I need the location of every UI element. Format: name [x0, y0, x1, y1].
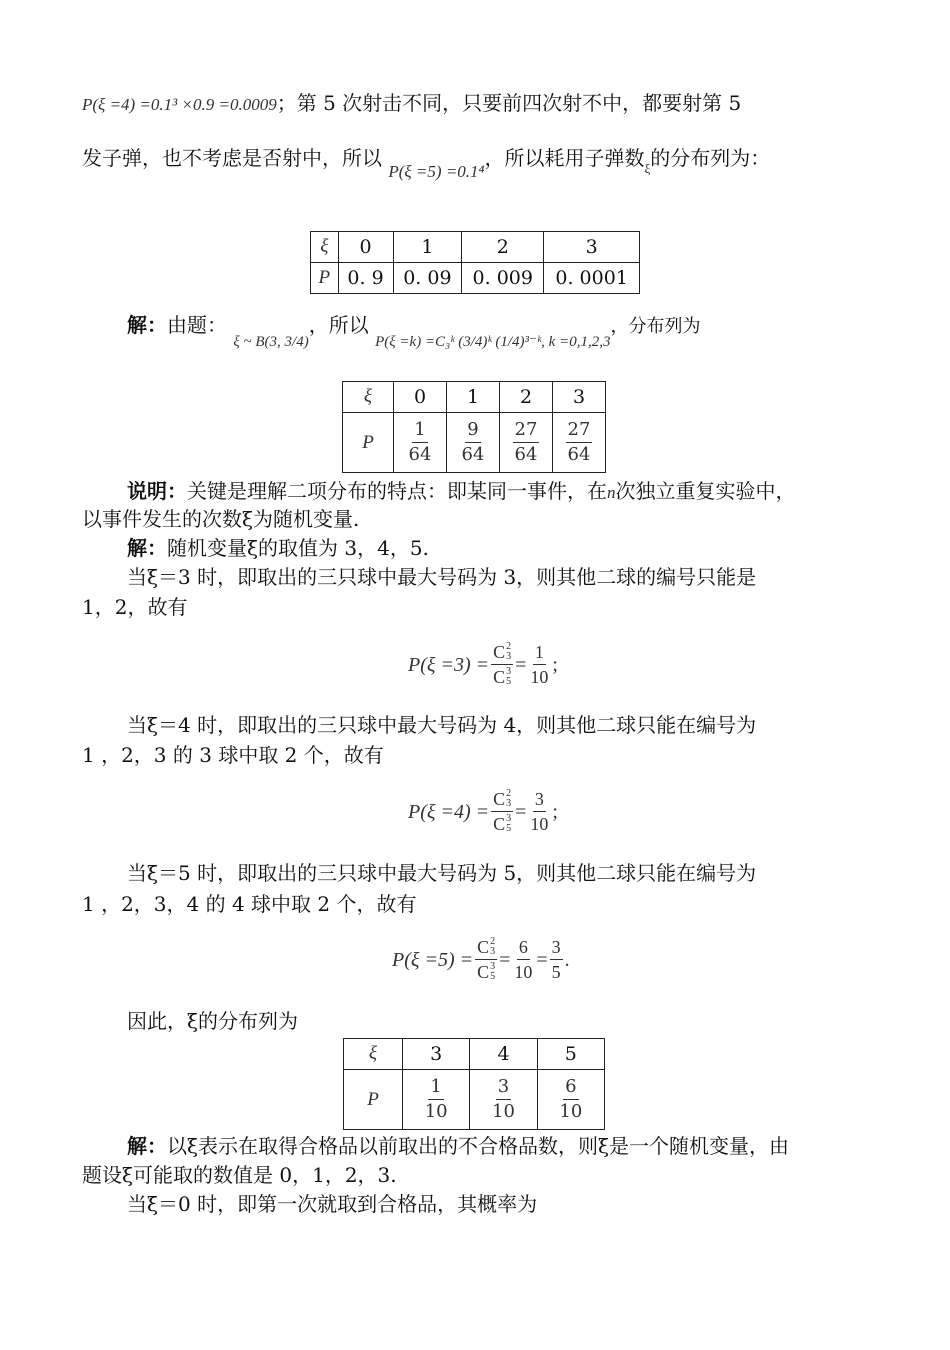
c-symbol: C: [493, 667, 506, 687]
numerator: 1: [533, 640, 546, 665]
numerator: 3: [550, 935, 563, 960]
table-cell: ξ: [344, 1039, 403, 1070]
superscript: 2: [490, 936, 496, 947]
numerator: [475, 935, 497, 960]
numerator: 1: [412, 418, 427, 443]
fraction: [460, 418, 487, 467]
denominator: 64: [408, 444, 432, 465]
text-segment: ，分布列为: [610, 316, 701, 337]
table-cell: [537, 1070, 604, 1130]
table-cell: P: [343, 413, 394, 473]
table-cell: 1: [447, 382, 500, 413]
fraction: [550, 935, 563, 984]
table-cell: 5: [537, 1039, 604, 1070]
text-segment: 关键是理解二项分布的特点：即某同一事件，在: [187, 479, 607, 503]
table-cell: 3: [403, 1039, 470, 1070]
denominator: 64: [461, 444, 485, 465]
fraction: [528, 787, 550, 836]
denominator: [475, 960, 497, 984]
case-3-line-2: 1，2，故有: [82, 595, 188, 619]
fraction: [423, 1075, 450, 1124]
denominator: 64: [514, 444, 538, 465]
note-label: 说明：: [127, 479, 187, 503]
equals: =: [536, 948, 548, 971]
case-5-line-1: 当ξ＝5 时，即取出的三只球中最大号码为 5，则其他二球只能在编号为: [127, 861, 757, 885]
math-p-xi-5: P(ξ =5) =0.1⁴: [388, 162, 485, 181]
numerator: 1: [428, 1075, 443, 1100]
subscript: 5: [490, 971, 496, 982]
c-symbol: C: [493, 789, 506, 809]
table-cell: 0. 009: [462, 263, 544, 294]
denominator: 10: [424, 1101, 448, 1122]
c-symbol: C: [477, 962, 490, 982]
table-row: [311, 263, 640, 294]
c-symbol: C: [477, 937, 490, 957]
table-row: [344, 1070, 605, 1130]
denominator: 10: [559, 1101, 583, 1122]
numerator: 27: [566, 418, 593, 443]
case-5-line-2: 1 ，2，3，4 的 4 球中取 2 个，故有: [82, 892, 417, 916]
punctuation: .: [564, 948, 570, 971]
numerator: 6: [517, 935, 530, 960]
note-line-2: 以事件发生的次数ξ为随机变量.: [82, 507, 360, 531]
text-segment: 的分布列为：: [650, 146, 771, 170]
distribution-table-2: [342, 381, 606, 473]
superscript: 3: [506, 666, 512, 677]
denominator: 10: [514, 962, 533, 982]
fraction: [407, 418, 434, 467]
xi-symbol: ξ: [644, 161, 651, 176]
superscript: 2: [506, 788, 512, 799]
table-cell: 1: [393, 232, 462, 263]
binomial-distribution: ξ ~ B(3, 3/4): [233, 334, 309, 350]
c-symbol: C: [493, 642, 506, 662]
superscript: 3: [490, 961, 496, 972]
text-line-2: [82, 143, 872, 181]
case-4-line-2: 1 ，2，3 的 3 球中取 2 个，故有: [82, 743, 384, 767]
table-cell: 0: [338, 232, 393, 263]
table-cell: 0. 9: [338, 263, 393, 294]
table-cell: 4: [470, 1039, 537, 1070]
equation-xi-5: [392, 935, 570, 984]
numerator: [491, 640, 513, 665]
fraction: [513, 418, 540, 467]
equation-xi-4: [408, 787, 558, 836]
fraction: [491, 787, 513, 836]
table-cell: [470, 1070, 537, 1130]
solution-3-line-2: 题设ξ可能取的数值是 0，1，2，3.: [82, 1163, 397, 1187]
solution-label: 解：: [127, 1134, 167, 1158]
superscript: 3: [506, 813, 512, 824]
fraction: [566, 418, 593, 467]
c-symbol: C: [493, 814, 506, 834]
equation-xi-3: [408, 640, 558, 689]
table-cell: [553, 413, 606, 473]
table-cell: [447, 413, 500, 473]
fraction: [475, 935, 497, 984]
numerator: 6: [563, 1075, 578, 1100]
punctuation: ;: [552, 653, 558, 676]
case-3-line-1: 当ξ＝3 时，即取出的三只球中最大号码为 3，则其他二球的编号只能是: [127, 565, 757, 589]
table-cell: 2: [500, 382, 553, 413]
text-segment: 次独立重复实验中，: [615, 479, 796, 503]
math-n: n: [607, 483, 616, 502]
solution-3-line-1: [127, 1131, 917, 1161]
text-segment: 发子弹，也不考虑是否射中，所以: [82, 146, 382, 170]
subscript: 5: [506, 823, 512, 834]
table-cell: P: [311, 263, 339, 294]
denominator: 10: [530, 814, 549, 834]
table-row: [343, 382, 606, 413]
denominator: 64: [567, 444, 591, 465]
fraction: [528, 640, 550, 689]
denominator: 10: [530, 667, 549, 687]
table-cell: 0. 0001: [544, 263, 640, 294]
solution-2-intro: [127, 533, 917, 563]
table-cell: P: [344, 1070, 403, 1130]
table-cell: [394, 413, 447, 473]
case-4-line-1: 当ξ＝4 时，即取出的三只球中最大号码为 4，则其他二球只能在编号为: [127, 713, 757, 737]
text-segment: ；第 5 次射击不同，只要前四次射不中，都要射第 5: [276, 91, 742, 115]
table-row: [344, 1039, 605, 1070]
eq-lhs: P(ξ =4) =: [408, 800, 490, 823]
table-row: [343, 413, 606, 473]
eq-lhs: P(ξ =3) =: [408, 653, 490, 676]
text-line-1: [82, 88, 872, 120]
fraction: [557, 1075, 584, 1124]
table-cell: ξ: [343, 382, 394, 413]
numerator: 3: [533, 787, 546, 812]
denominator: [491, 665, 513, 689]
table-cell: 2: [462, 232, 544, 263]
fraction: [512, 935, 534, 984]
numerator: 3: [496, 1075, 511, 1100]
solution-label: 解：: [127, 536, 167, 560]
denominator: 5: [551, 962, 561, 982]
table-cell: 3: [544, 232, 640, 263]
equals: =: [515, 653, 527, 676]
denominator: 10: [492, 1101, 515, 1122]
table-cell: 0: [394, 382, 447, 413]
text-segment: ，所以: [308, 313, 369, 337]
table-cell: [500, 413, 553, 473]
subscript: 5: [506, 676, 512, 687]
numerator: [491, 787, 513, 812]
distribution-table-1: [310, 231, 640, 294]
solution-1-line: [127, 310, 917, 350]
table-cell: [403, 1070, 470, 1130]
punctuation: ;: [552, 800, 558, 823]
fraction: [491, 640, 513, 689]
text-segment: 以ξ表示在取得合格品以前取出的不合格品数，则ξ是一个随机变量，由: [167, 1134, 790, 1158]
binomial-formula: P(ξ =k) =C₃ᵏ (3/4)ᵏ (1/4)³⁻ᵏ, k =0,1,2,3: [375, 334, 611, 350]
text-segment: 由题：: [167, 313, 227, 337]
table-row: [311, 232, 640, 263]
denominator: [491, 812, 513, 836]
equals: =: [515, 800, 527, 823]
numerator: 9: [465, 418, 480, 443]
solution-3-line-3: 当ξ＝0 时，即第一次就取到合格品，其概率为: [127, 1192, 538, 1216]
math-p-xi-4: P(ξ =4) =0.1³ ×0.9 =0.0009: [82, 95, 277, 114]
subscript: 3: [506, 798, 512, 809]
subscript: 3: [506, 651, 512, 662]
distribution-table-3: [343, 1038, 605, 1130]
text-segment: 随机变量ξ的取值为 3，4，5.: [167, 536, 429, 560]
superscript: 2: [506, 641, 512, 652]
subscript: 3: [490, 946, 496, 957]
table-cell: 0. 09: [393, 263, 462, 294]
fraction: [490, 1075, 517, 1124]
conclusion-line: 因此，ξ的分布列为: [127, 1009, 299, 1033]
table-cell: ξ: [311, 232, 339, 263]
numerator: 27: [513, 418, 540, 443]
solution-label: 解：: [127, 313, 167, 337]
equals: =: [499, 948, 511, 971]
table-cell: 3: [553, 382, 606, 413]
eq-lhs: P(ξ =5) =: [392, 948, 474, 971]
text-segment: ，所以耗用子弹数: [484, 146, 645, 170]
